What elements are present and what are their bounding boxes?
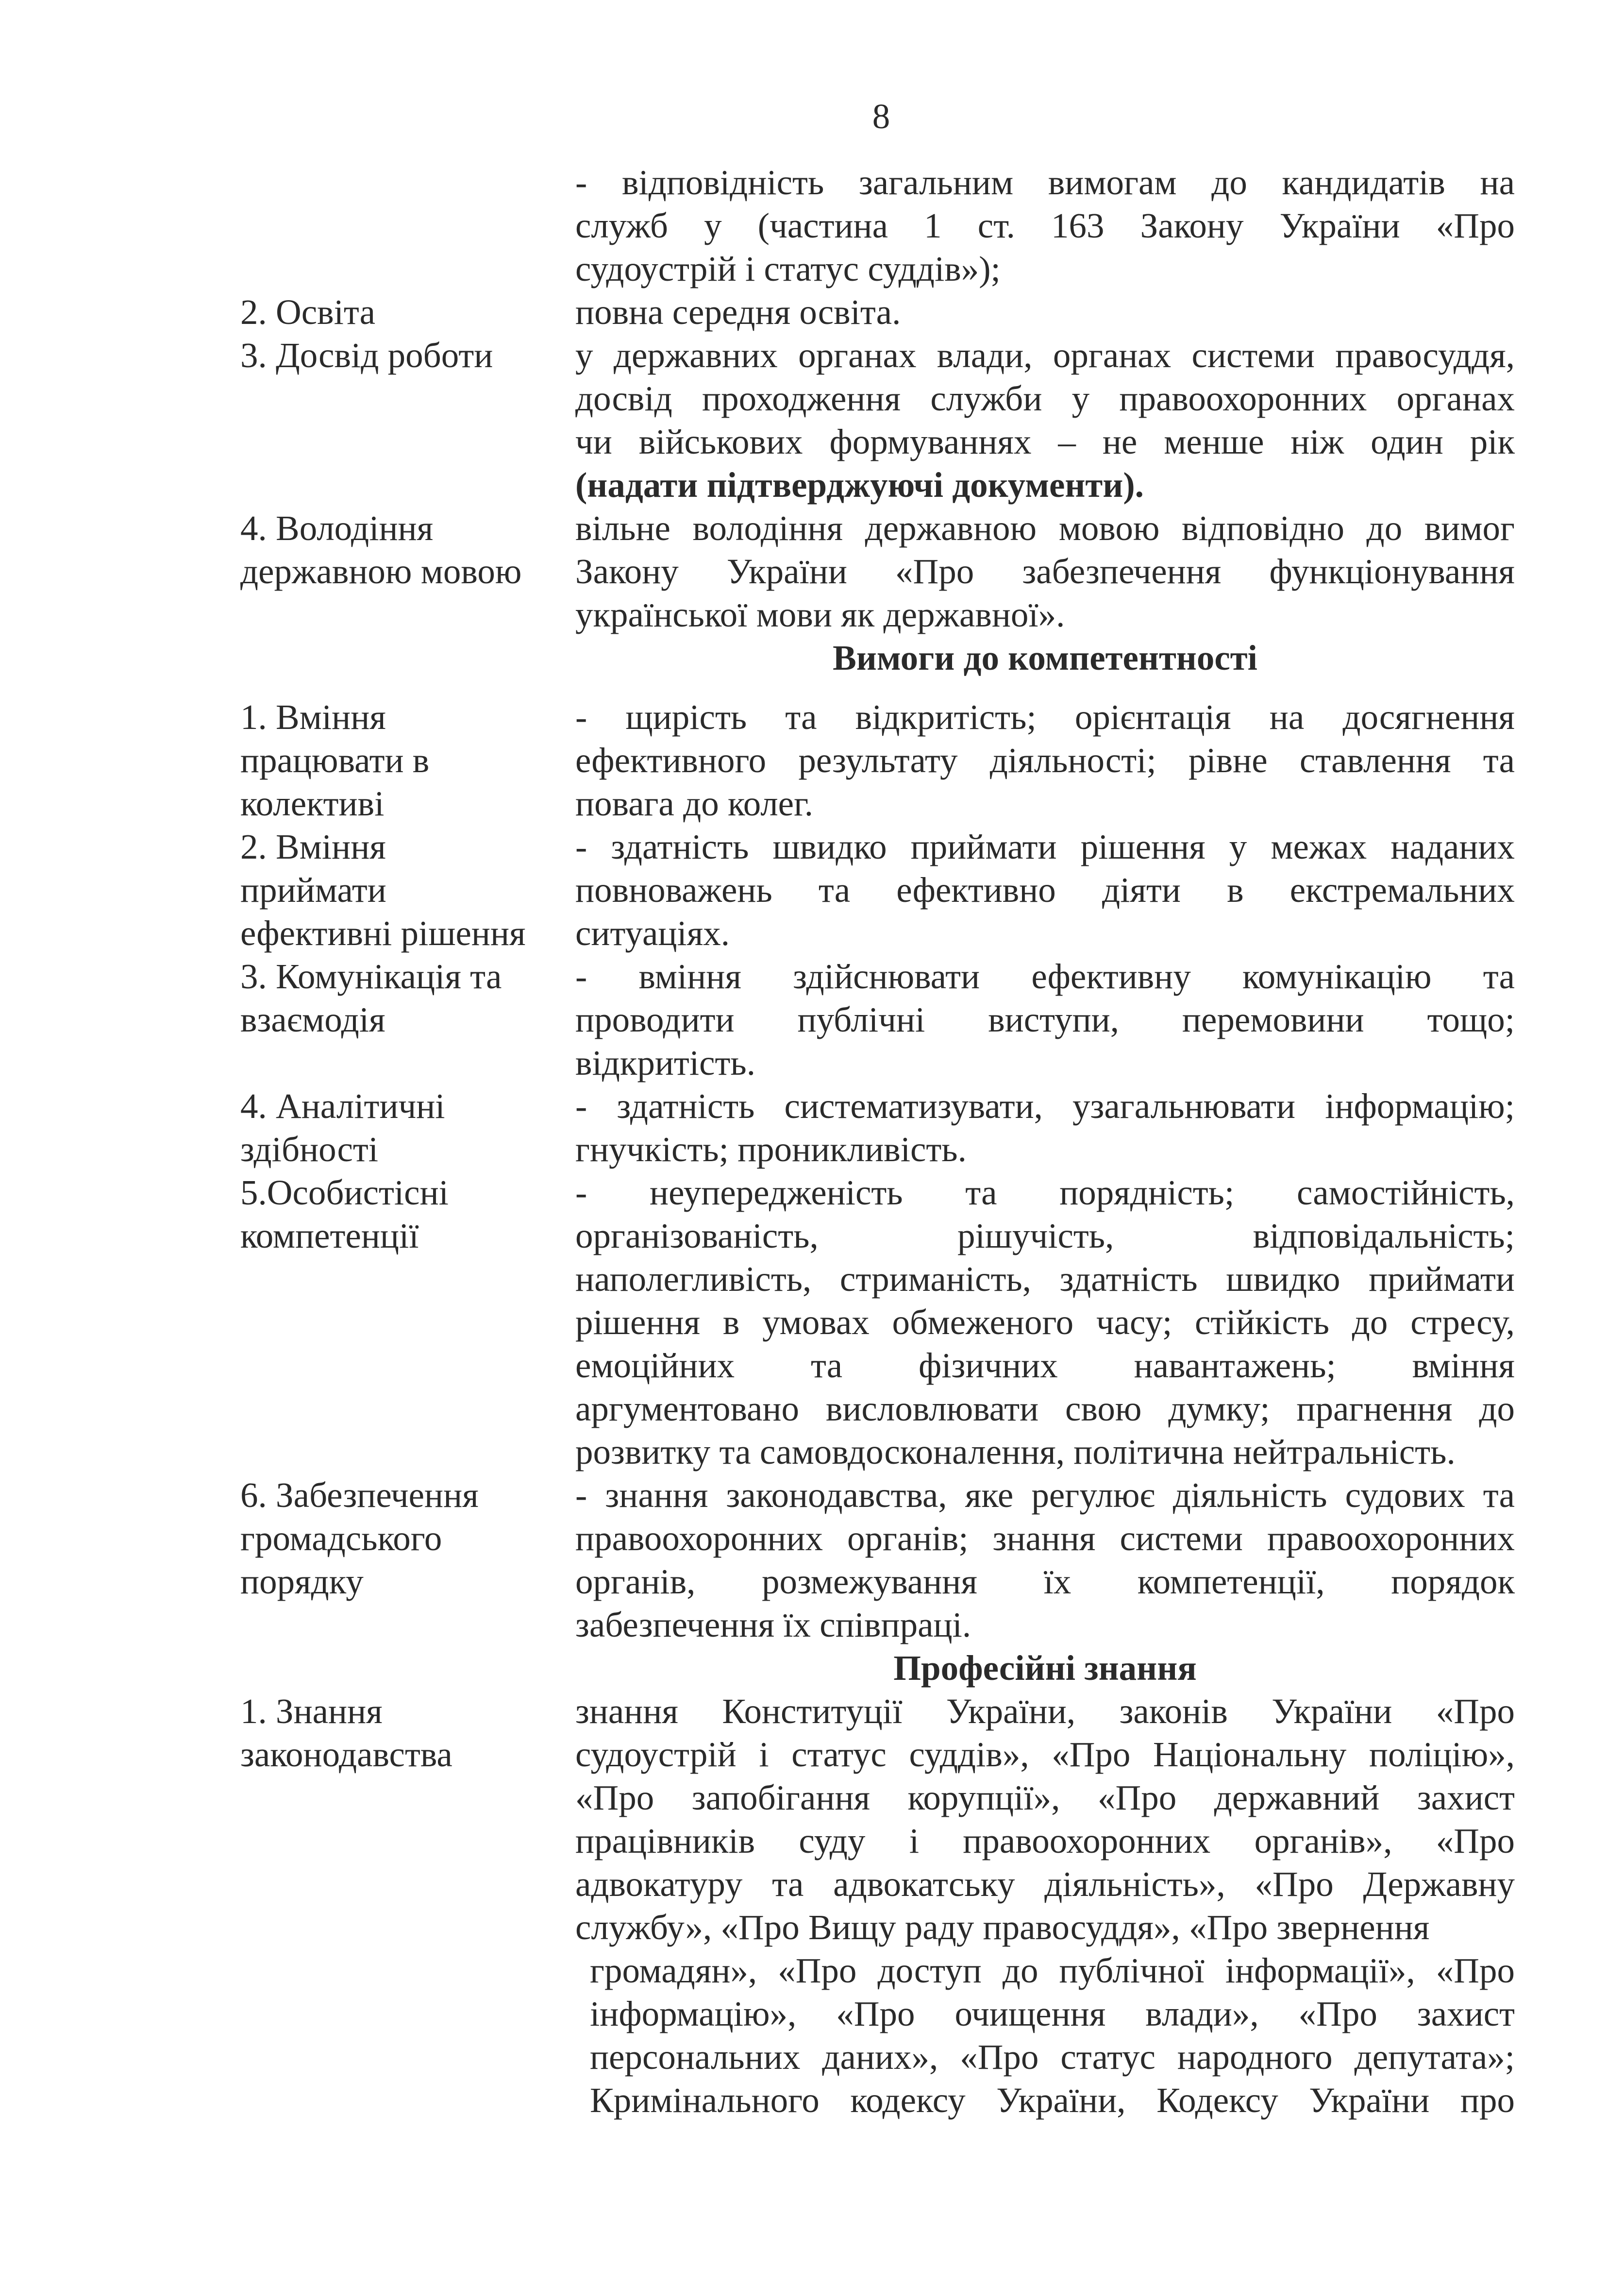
requirement-label — [240, 1084, 575, 1171]
requirement-text — [575, 1473, 1515, 1646]
text-line: службу», «Про Вищу раду правосуддя», «Про звернення — [575, 1908, 1430, 1947]
requirement-text — [575, 1171, 1515, 1473]
section-heading — [240, 1646, 1515, 1690]
text-line: наполегливість, стриманість, здатність швидко приймати — [575, 1259, 1515, 1299]
label-line: громадського — [240, 1519, 442, 1558]
label-line: державною мовою — [240, 552, 522, 591]
requirement-label — [240, 290, 575, 334]
label-line: приймати — [240, 870, 386, 910]
page-number: 8 — [872, 97, 890, 136]
requirement-label — [240, 507, 575, 636]
label-line: порядку — [240, 1562, 364, 1601]
requirement-label — [240, 1690, 575, 2122]
requirement-text — [575, 334, 1515, 507]
text-line: української мови як державної». — [575, 595, 1065, 634]
requirement-text — [575, 507, 1515, 636]
text-line: емоційних та фізичних навантажень; вміння — [575, 1346, 1515, 1385]
text-line: повага до колег. — [575, 784, 814, 823]
text-line: чи військових формуваннях – не менше ніж один рік — [575, 422, 1515, 461]
text-line: гнучкість; проникливість. — [575, 1130, 967, 1169]
section-heading-text: Професійні знання — [893, 1648, 1197, 1688]
text-line: - відповідність загальним вимогам до кандидатів на — [575, 163, 1515, 202]
text-line: Закону України «Про забезпечення функціонування — [575, 552, 1515, 591]
label-line: 5.Особистісні — [240, 1173, 449, 1212]
requirement-text — [575, 955, 1515, 1084]
text-line: проводити публічні виступи, перемовини тощо; — [575, 1000, 1515, 1039]
label-line: 2. Освіта — [240, 292, 376, 332]
text-line: забезпечення їх співпраці. — [575, 1605, 971, 1644]
text-line: - неупередженість та порядність; самостійність, — [575, 1173, 1515, 1212]
requirement-row — [240, 507, 1515, 636]
text-line: - щирість та відкритість; орієнтація на досягнення — [575, 697, 1515, 737]
text-line: розвитку та самовдосконалення, політична нейтральність. — [575, 1432, 1456, 1471]
label-line: взаємодія — [240, 1000, 385, 1039]
requirement-row — [240, 334, 1515, 507]
requirement-label — [240, 825, 575, 955]
requirement-row — [240, 290, 1515, 334]
text-line: ситуаціях. — [575, 913, 730, 953]
text-line: громадян», «Про доступ до публічної інформації», «Про — [590, 1951, 1515, 1990]
requirement-row — [240, 1171, 1515, 1473]
section-heading — [240, 636, 1515, 679]
text-line: повноважень та ефективно діяти в екстремальних — [575, 870, 1515, 910]
text-line: адвокатуру та адвокатську діяльність», «Про Державну — [575, 1864, 1515, 1904]
requirement-row — [240, 1690, 1515, 2122]
requirement-label — [240, 695, 575, 825]
text-line: рішення в умовах обмеженого часу; стійкість до стресу, — [575, 1302, 1515, 1342]
label-line: 3. Досвід роботи — [240, 336, 493, 375]
requirement-row — [240, 825, 1515, 955]
requirement-row — [240, 1084, 1515, 1171]
text-line: організованість, рішучість, відповідальність; — [575, 1216, 1515, 1255]
requirement-text — [575, 1084, 1515, 1171]
requirement-text — [575, 290, 1515, 334]
label-line: ефективні рішення — [240, 913, 526, 953]
text-line: ефективного результату діяльності; рівне ставлення та — [575, 741, 1515, 780]
text-line: Кримінального кодексу України, Кодексу України про — [590, 2080, 1515, 2120]
text-line: - здатність швидко приймати рішення у межах наданих — [575, 827, 1515, 866]
text-line: знання Конституції України, законів України «Про — [575, 1691, 1515, 1731]
label-line: законодавства — [240, 1735, 452, 1774]
requirement-text — [575, 825, 1515, 955]
text-line: - здатність систематизувати, узагальнювати інформацію; — [575, 1086, 1515, 1126]
text-line: органів, розмежування їх компетенції, порядок — [575, 1562, 1515, 1601]
text-line: - вміння здійснювати ефективну комунікацію та — [575, 957, 1515, 996]
section-heading-text: Вимоги до компетентності — [833, 638, 1257, 677]
text-line: інформацію», «Про очищення влади», «Про захист — [590, 1994, 1515, 2033]
text-line: у державних органах влади, органах системи правосуддя, — [575, 336, 1515, 375]
text-line: судоустрій і статус суддів»); — [575, 249, 1001, 288]
text-line: правоохоронних органів; знання системи правоохоронних — [575, 1519, 1515, 1558]
label-line: компетенції — [240, 1216, 419, 1255]
text-line: - знання законодавства, яке регулює діяльність судових та — [575, 1475, 1515, 1515]
requirement-label — [240, 334, 575, 507]
text-line: повна середня освіта. — [575, 292, 901, 332]
requirement-row — [240, 955, 1515, 1084]
text-line: судоустрій і статус суддів», «Про Національну поліцію», — [575, 1735, 1515, 1774]
requirement-label — [240, 1171, 575, 1473]
label-line: 1. Вміння — [240, 697, 386, 737]
requirement-row — [240, 695, 1515, 825]
requirement-row — [240, 1473, 1515, 1646]
label-line: працювати в — [240, 741, 430, 780]
requirement-text — [575, 695, 1515, 825]
text-line: відкритість. — [575, 1043, 755, 1082]
label-line: 4. Володіння — [240, 508, 434, 548]
text-line: (надати підтверджуючі документи). — [575, 465, 1144, 505]
text-line: служб у (частина 1 ст. 163 Закону України «Про — [575, 206, 1515, 245]
label-line: колективі — [240, 784, 385, 823]
label-line: 2. Вміння — [240, 827, 386, 866]
text-line: персональних даних», «Про статус народного депутата»; — [590, 2037, 1515, 2077]
label-line: 4. Аналітичні — [240, 1086, 445, 1126]
requirement-text — [575, 161, 1515, 290]
text-line: «Про запобігання корупції», «Про державний захист — [575, 1778, 1515, 1817]
requirement-row — [240, 161, 1515, 290]
requirement-label — [240, 161, 575, 290]
text-line: вільне володіння державною мовою відповідно до вимог — [575, 508, 1515, 548]
text-line: досвід проходження служби у правоохоронних органах — [575, 379, 1515, 418]
requirement-text — [575, 1690, 1515, 2122]
label-line: 3. Комунікація та — [240, 957, 502, 996]
text-line: аргументовано висловлювати свою думку; прагнення до — [575, 1389, 1515, 1428]
label-line: 6. Забезпечення — [240, 1475, 479, 1515]
requirement-label — [240, 1473, 575, 1646]
label-line: здібності — [240, 1130, 379, 1169]
requirement-label — [240, 955, 575, 1084]
text-line: працівників суду і правоохоронних органів», «Про — [575, 1821, 1515, 1860]
label-line: 1. Знання — [240, 1691, 383, 1731]
document-body — [240, 161, 1515, 2122]
